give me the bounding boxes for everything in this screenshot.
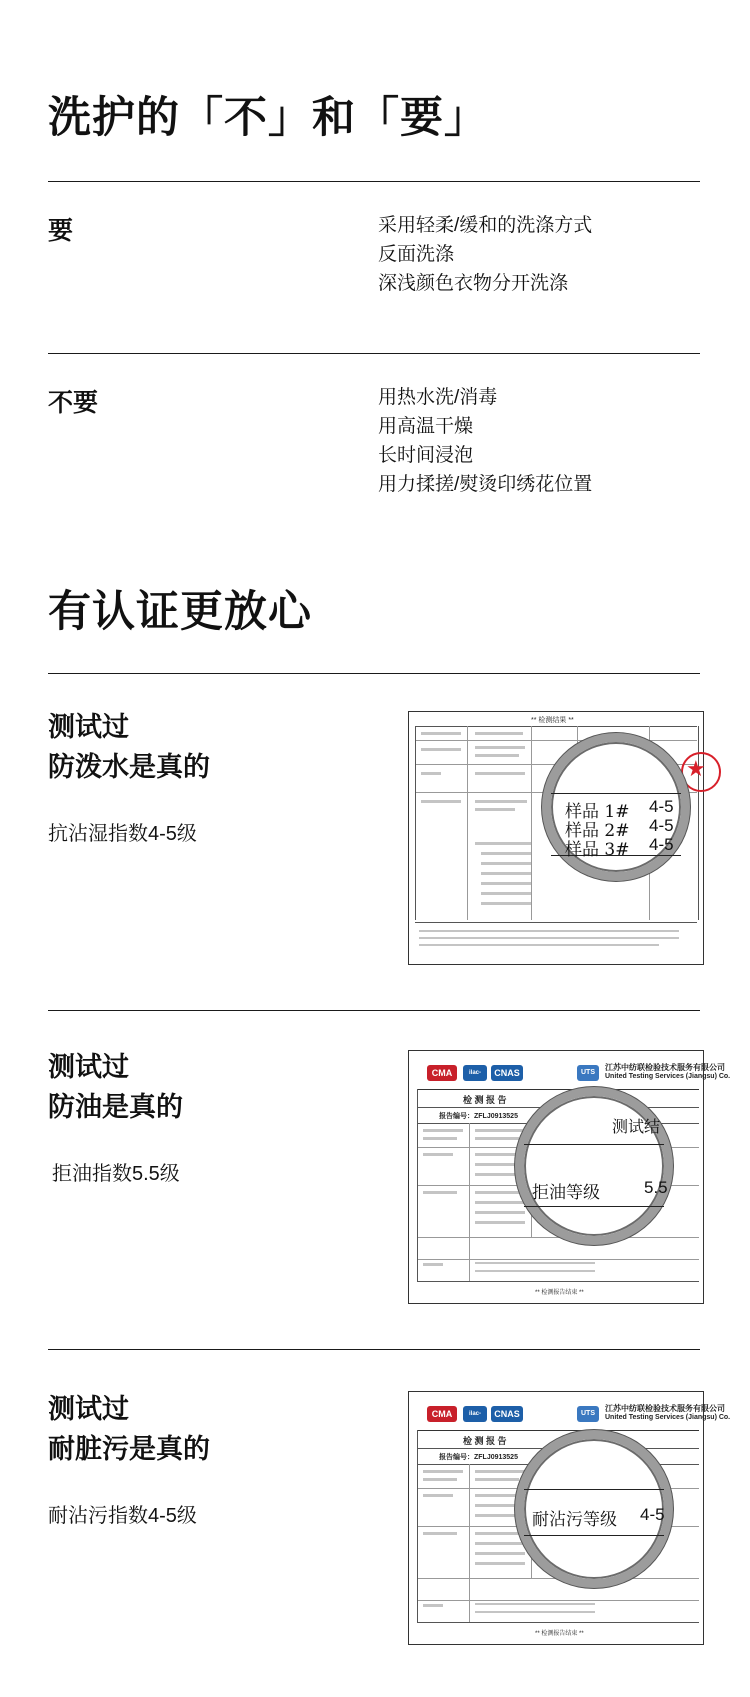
test-title-line2: 防油是真的 — [48, 1092, 183, 1122]
magnified-value: 4-5 — [649, 797, 674, 816]
divider — [48, 1010, 700, 1011]
ilac-logo: ilac- — [463, 1065, 487, 1081]
magnified-value: 4-5 — [649, 816, 674, 835]
test-index: 拒油指数5.5级 — [52, 1163, 180, 1185]
dont-label: 不要 — [48, 389, 99, 417]
test-report-image — [408, 1050, 731, 1304]
magnified-value: 4-5 — [640, 1505, 665, 1524]
magnified-row — [551, 816, 681, 841]
list-item: 深浅颜色衣物分开洗涤 — [378, 273, 569, 294]
magnifier-lens — [515, 1430, 673, 1588]
org-name-en: United Testing Services (Jiangsu) Co. — [605, 1073, 731, 1080]
ilac-logo: ilac- — [463, 1406, 487, 1422]
report-number: 报告编号：ZFLJ0913525 — [439, 1113, 518, 1120]
test-index: 抗沾湿指数4-5级 — [48, 823, 197, 845]
report-footer: ** 检测报告结束 ** — [535, 1631, 584, 1637]
cnas-logo: CNAS — [491, 1065, 523, 1081]
test-title-line1: 测试过 — [48, 712, 129, 742]
cma-logo: CMA — [427, 1065, 457, 1081]
divider — [48, 673, 700, 674]
test-title-line2: 防泼水是真的 — [48, 752, 210, 782]
care-title: 洗护的「不」和「要」 — [48, 93, 488, 143]
magnified-row — [524, 1178, 668, 1203]
list-item: 用力揉搓/熨烫印绣花位置 — [378, 474, 593, 495]
magnified-heading: 测试结 — [612, 1117, 661, 1136]
divider — [48, 353, 700, 354]
list-item: 长时间浸泡 — [378, 445, 474, 466]
test-title-line2: 耐脏污是真的 — [48, 1434, 210, 1464]
list-item: 用热水洗/消毒 — [378, 387, 498, 408]
cnas-logo: CNAS — [491, 1406, 523, 1422]
magnifier-lens — [515, 1087, 673, 1245]
do-label: 要 — [48, 217, 74, 245]
test-title-line1: 测试过 — [48, 1394, 129, 1424]
org-name-en: United Testing Services (Jiangsu) Co. — [605, 1414, 731, 1421]
list-item: 用高温干燥 — [378, 416, 474, 437]
magnified-value: 4-5 — [649, 835, 674, 854]
test-report-image — [408, 1391, 731, 1645]
list-item: 反面洗涤 — [378, 244, 455, 265]
magnified-row — [551, 835, 681, 860]
report-number: 报告编号：ZFLJ0913525 — [439, 1454, 518, 1461]
magnified-key: 样品 2# — [565, 821, 630, 841]
test-index: 耐沾污指数4-5级 — [48, 1505, 197, 1527]
report-header: ** 检测结果 ** — [531, 717, 574, 724]
report-doc-title: 检 测 报 告 — [463, 1095, 507, 1105]
dont-list — [378, 383, 592, 499]
org-name-cn: 江苏中纺联检验技术服务有限公司 — [605, 1404, 725, 1413]
divider — [48, 1349, 700, 1350]
test-title — [48, 707, 210, 787]
report-doc-title: 检 测 报 告 — [463, 1436, 507, 1446]
magnified-key: 样品 3# — [565, 840, 630, 860]
test-report-image — [408, 711, 704, 965]
magnified-key: 拒油等级 — [532, 1183, 600, 1203]
do-list — [378, 211, 592, 298]
cma-logo: CMA — [427, 1406, 457, 1422]
magnified-row — [551, 797, 681, 822]
magnified-key: 样品 1# — [565, 802, 630, 822]
magnifier-lens — [542, 733, 690, 881]
magnified-key: 耐沾污等级 — [532, 1510, 617, 1530]
test-title — [48, 1389, 210, 1469]
org-name-cn: 江苏中纺联检验技术服务有限公司 — [605, 1063, 725, 1072]
list-item: 采用轻柔/缓和的洗涤方式 — [378, 215, 593, 236]
star-icon: ★ — [686, 756, 706, 781]
cert-title: 有认证更放心 — [48, 587, 312, 637]
uts-logo: UTS — [577, 1406, 599, 1422]
magnified-value: 5.5 — [644, 1178, 668, 1197]
uts-logo: UTS — [577, 1065, 599, 1081]
test-title-line1: 测试过 — [48, 1052, 129, 1082]
report-footer: ** 检测报告结束 ** — [535, 1290, 584, 1296]
magnified-row — [524, 1505, 665, 1530]
divider — [48, 181, 700, 182]
test-title — [48, 1047, 183, 1127]
